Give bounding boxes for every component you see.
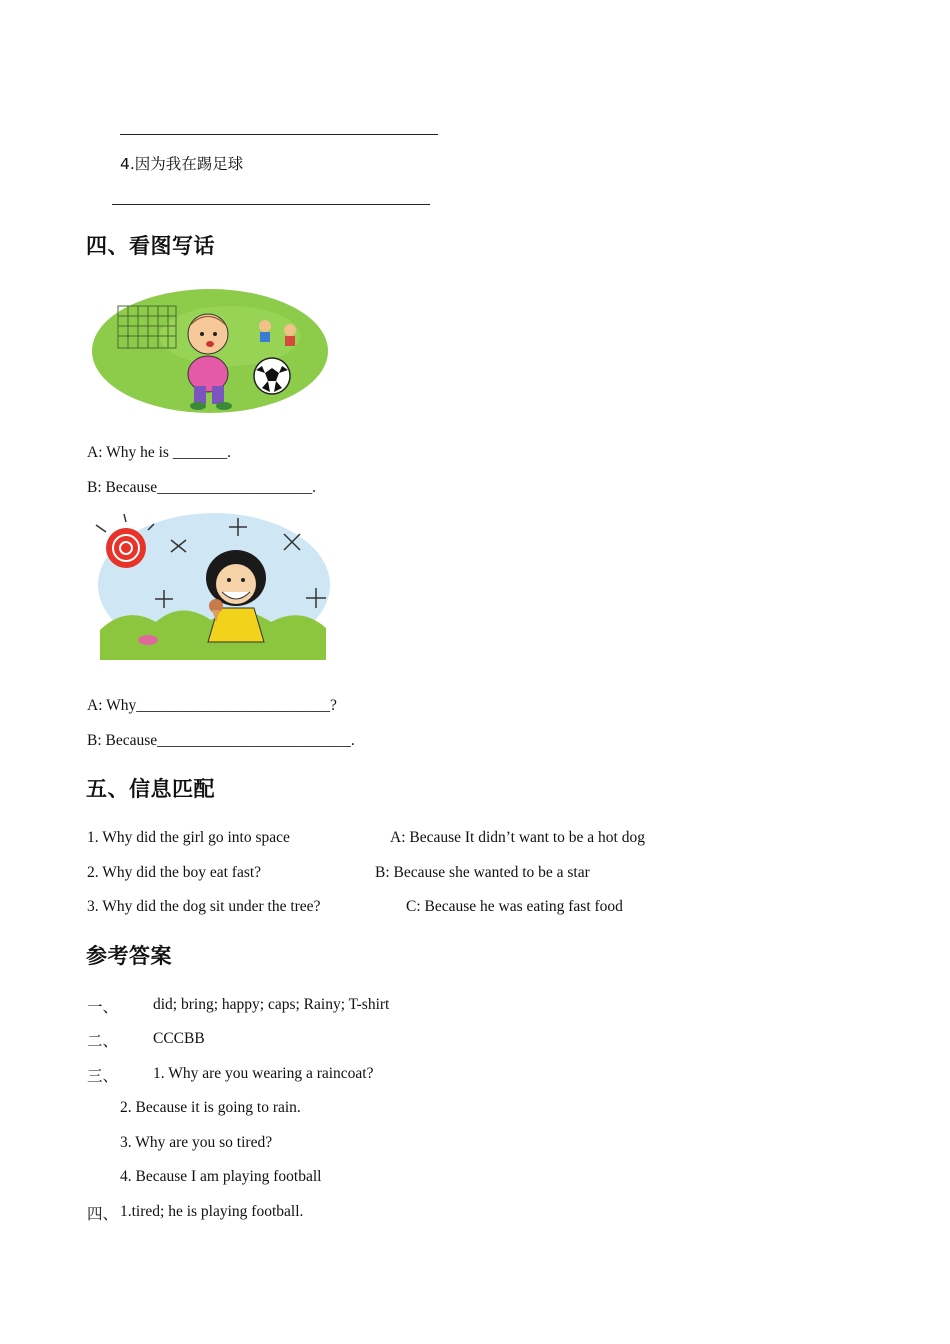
boy-playing-football-illustration [90,286,330,416]
answer-label: 二、 [87,1032,119,1050]
match-answer: A: Because It didn’t want to be a hot dog [390,829,645,846]
answer-label: 三、 [87,1067,119,1085]
answer-label: 四、 [87,1205,119,1223]
dialogue-question: A: Why_________________________? [87,697,337,714]
answer-label: 一、 [87,998,119,1016]
match-answer: C: Because he was eating fast food [406,898,623,915]
answer-text: CCCBB [153,1030,205,1047]
girl-eating-ice-cream-in-sun-illustration [86,510,330,660]
section-heading: 参考答案 [86,944,172,968]
dialogue-question: A: Why he is _______. [87,444,231,461]
answer-text: did; bring; happy; caps; Rainy; T-shirt [153,996,390,1013]
translation-prompt: 4.因为我在踢足球 [120,155,244,173]
answer-text: 3. Why are you so tired? [120,1134,273,1151]
dialogue-answer: B: Because____________________. [87,479,317,496]
match-question: 3. Why did the dog sit under the tree? [87,898,321,915]
answer-line[interactable] [120,134,438,135]
section-heading: 五、信息匹配 [86,777,215,801]
answer-line[interactable] [112,204,430,205]
answer-text: 4. Because I am playing football [120,1168,322,1185]
dialogue-answer: B: Because_________________________. [87,732,355,749]
answer-text: 1.tired; he is playing football. [120,1203,304,1220]
match-question: 1. Why did the girl go into space [87,829,290,846]
match-question: 2. Why did the boy eat fast? [87,864,262,881]
section-heading: 四、看图写话 [86,234,215,258]
answer-text: 1. Why are you wearing a raincoat? [153,1065,374,1082]
answer-text: 2. Because it is going to rain. [120,1099,301,1116]
match-answer: B: Because she wanted to be a star [375,864,590,881]
